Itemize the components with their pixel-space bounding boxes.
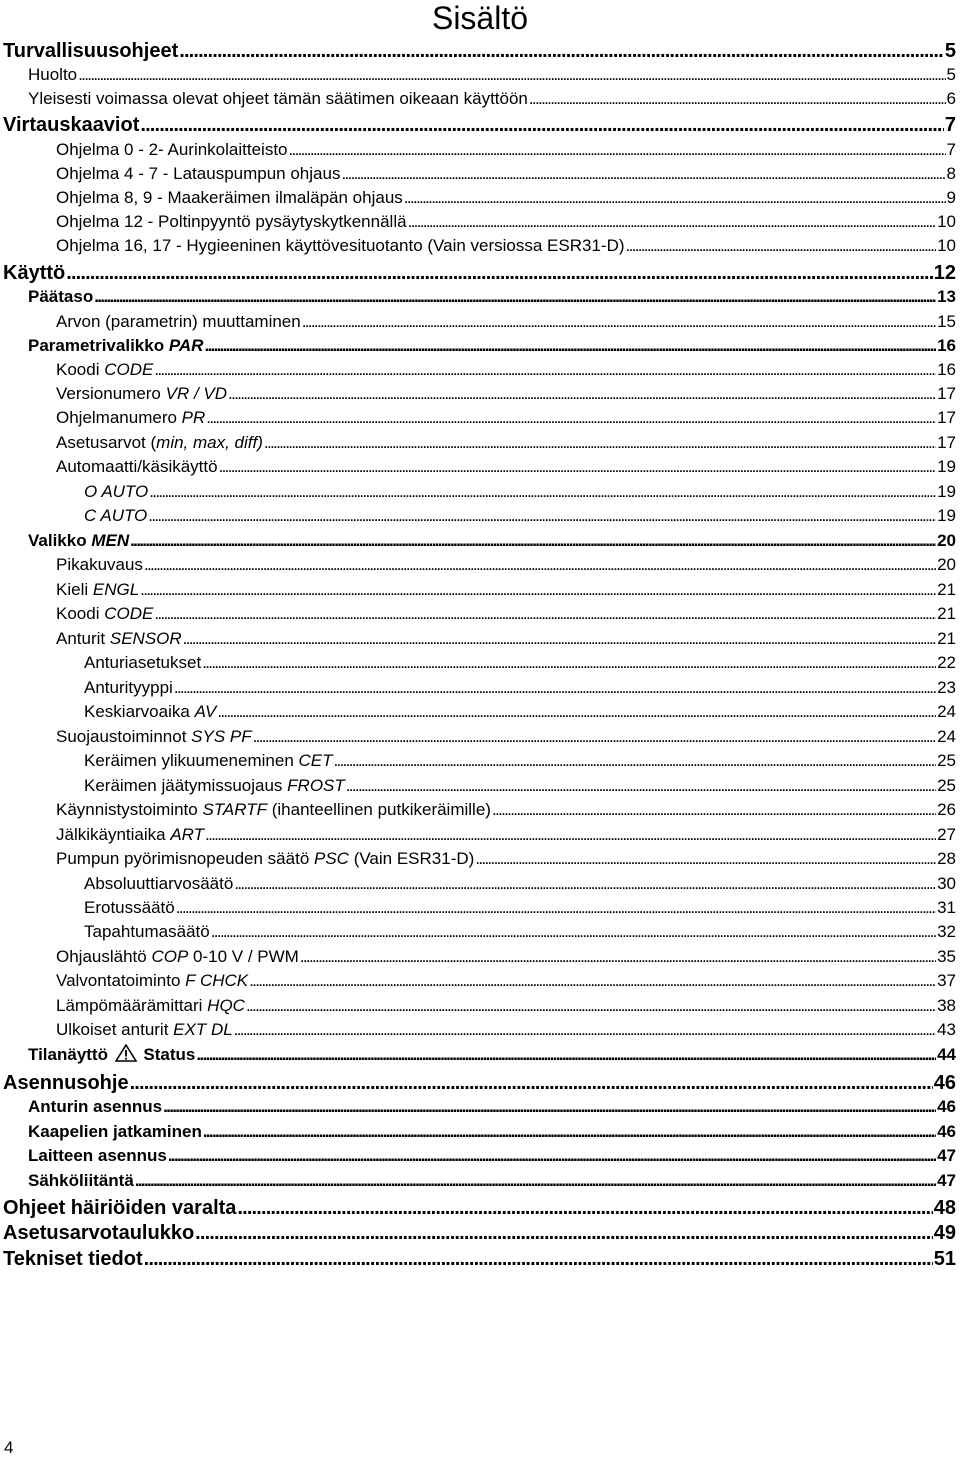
- toc-entry-text-part: 0-10 V / PWM: [188, 947, 299, 966]
- toc-entry-title: [56, 406, 205, 430]
- toc-entry-text-part: Ohjeet häiriöiden varalta: [3, 1197, 237, 1219]
- dot-leader: [149, 480, 936, 504]
- dot-leader: [206, 406, 936, 430]
- dot-leader: [334, 749, 937, 773]
- toc-page-number: 7: [946, 140, 956, 159]
- dot-leader: [492, 798, 936, 822]
- toc-entry[interactable]: [0, 920, 960, 944]
- toc-page-number: 6: [946, 89, 956, 108]
- toc-entry-text-part: Ohjelmanumero: [56, 408, 182, 427]
- toc-entry-text-part: Pikakuvaus: [56, 555, 143, 574]
- toc-page-number: 44: [937, 1045, 956, 1064]
- toc-entry-text-part: Koodi: [56, 360, 105, 379]
- toc-entry[interactable]: [0, 749, 960, 773]
- toc-page-number: 25: [937, 776, 956, 795]
- toc-entry-text-part: Yleisesti voimassa olevat ohjeet tämän säätimen oikeaan käyttöön: [28, 89, 528, 108]
- dot-leader: [130, 529, 936, 553]
- toc-entry-title: [28, 1169, 134, 1193]
- toc-entry[interactable]: [0, 1220, 960, 1246]
- dot-leader: [204, 334, 936, 358]
- toc-page-number: 17: [937, 408, 956, 427]
- toc-page-number: 19: [937, 457, 956, 476]
- dot-leader: [219, 455, 937, 479]
- toc-entry-title: [56, 382, 227, 406]
- toc-page-number: 10: [937, 212, 956, 231]
- dot-leader: [249, 969, 936, 993]
- toc-entry-text-part: Ohjelma 0 - 2- Aurinkolaitteisto: [56, 140, 288, 159]
- toc-entry-text-part: (Vain ESR31-D): [348, 849, 475, 868]
- toc-entry-title: [84, 749, 333, 773]
- toc-entry[interactable]: [0, 1144, 960, 1168]
- toc-page-number: 15: [937, 312, 956, 331]
- toc-entry-text-part: VR / VD: [165, 384, 228, 403]
- dot-leader: [203, 1120, 936, 1144]
- toc-entry-text-part: F CHCK: [185, 971, 249, 990]
- toc-entry-title: [3, 1195, 236, 1221]
- toc-entry[interactable]: [0, 112, 960, 138]
- toc-entry-text-part: Arvon (parametrin) muuttaminen: [56, 312, 301, 331]
- toc-entry[interactable]: [0, 1095, 960, 1119]
- toc-entry-title: [56, 945, 299, 969]
- toc-entry-title: [3, 1220, 194, 1246]
- toc-page-number: 37: [937, 971, 956, 990]
- dot-leader: [135, 1169, 936, 1193]
- toc-entry-text-part: Ohjelma 12 - Poltinpyyntö pysäytyskytkennällä: [56, 212, 407, 231]
- toc-entry-title: [56, 847, 474, 871]
- toc-page-number: 48: [933, 1197, 956, 1219]
- dot-leader: [144, 553, 936, 577]
- toc-page-number: 24: [937, 702, 956, 721]
- toc-entry-text-part: FROST: [287, 776, 345, 795]
- toc-entry-text-part: Turvallisuusohjeet: [3, 40, 179, 62]
- dot-leader: [196, 1043, 936, 1067]
- toc-entry-text-part: Valvontatoiminto: [56, 971, 186, 990]
- toc-entry[interactable]: [0, 994, 960, 1018]
- toc-entry-text-part: PSC: [314, 849, 349, 868]
- toc-page-number: 21: [937, 629, 956, 648]
- toc-page-number: 8: [946, 164, 956, 183]
- toc-page-number: 17: [937, 433, 956, 452]
- toc-entry-title: [28, 1043, 195, 1067]
- toc-page-number: 5: [944, 40, 956, 62]
- toc-entry-title: [56, 627, 182, 651]
- toc-entry-title: [28, 285, 93, 309]
- toc-entry-title: [56, 234, 625, 258]
- toc-entry-title: [3, 38, 178, 64]
- dot-leader: [66, 260, 933, 286]
- toc-entry-text-part: Huolto: [28, 65, 78, 84]
- toc-page-number: 27: [937, 825, 956, 844]
- toc-entry[interactable]: [0, 310, 960, 334]
- toc-entry-text-part: Anturiasetukset: [84, 653, 202, 672]
- toc-entry[interactable]: [0, 651, 960, 675]
- toc-page-number: 51: [933, 1248, 956, 1270]
- toc-entry-title: [56, 553, 143, 577]
- toc-entry[interactable]: [0, 798, 960, 822]
- toc-page-number: 31: [937, 898, 956, 917]
- toc-entry-text-part: Sähköliitäntä: [28, 1171, 134, 1190]
- toc-entry-title: [56, 210, 407, 234]
- toc-page-number: 47: [937, 1171, 956, 1190]
- toc-entry[interactable]: [0, 162, 960, 186]
- toc-page-number: 10: [937, 236, 956, 255]
- dot-leader: [174, 676, 936, 700]
- toc-entry[interactable]: [0, 87, 960, 111]
- toc-entry-title: [3, 260, 65, 286]
- toc-entry-text-part: ENGL: [92, 580, 140, 599]
- toc-entry[interactable]: [0, 1195, 960, 1221]
- toc-entry-text-part: O AUTO: [84, 482, 149, 501]
- page-number: 4: [4, 1438, 14, 1457]
- toc-page-number: 12: [933, 262, 956, 284]
- toc-entry[interactable]: [0, 334, 960, 358]
- toc-entry-title: [28, 1120, 202, 1144]
- toc-entry-text-part: AV: [194, 702, 217, 721]
- dot-leader: [234, 872, 936, 896]
- toc-page-number: 7: [944, 114, 956, 136]
- dot-leader: [140, 112, 944, 138]
- dot-leader: [176, 896, 936, 920]
- toc-entry[interactable]: [0, 602, 960, 626]
- toc-entry-title: [28, 334, 203, 358]
- toc-entry[interactable]: [0, 234, 960, 258]
- toc-entry-title: [84, 504, 147, 528]
- toc-entry-text-part: Tekniset tiedot: [3, 1248, 143, 1270]
- dot-leader: [300, 945, 936, 969]
- toc-entry[interactable]: [0, 676, 960, 700]
- toc-page-number: 9: [946, 188, 956, 207]
- toc-entry-title: [84, 920, 210, 944]
- toc-entry[interactable]: [0, 823, 960, 847]
- toc-entry-title: [3, 1070, 129, 1096]
- toc-entry-text-part: Pumpun pyörimisnopeuden säätö: [56, 849, 314, 868]
- toc-entry[interactable]: [0, 138, 960, 162]
- toc-entry[interactable]: [0, 945, 960, 969]
- toc-entry[interactable]: [0, 186, 960, 210]
- toc-page-number: 46: [933, 1072, 956, 1094]
- toc-entry-title: [56, 578, 139, 602]
- toc-page-number: 5: [946, 65, 956, 84]
- dot-leader: [140, 578, 936, 602]
- toc-entry-title: [84, 774, 345, 798]
- toc-page-number: 16: [937, 360, 956, 379]
- toc-entry-text-part: Ohjelma 4 - 7 - Latauspumpun ohjaus: [56, 164, 341, 183]
- dot-leader: [475, 847, 936, 871]
- toc-entry[interactable]: [0, 700, 960, 724]
- dot-leader: [228, 382, 936, 406]
- toc-entry-title: [84, 676, 173, 700]
- toc-entry-text-part: Virtauskaaviot: [3, 114, 140, 136]
- toc-entry-text-part: Keräimen ylikuumeneminen: [84, 751, 299, 770]
- toc-entry-text-part: Ohjelma 16, 17 - Hygieeninen käyttövesituotanto (Vain versiossa ESR31-D): [56, 236, 625, 255]
- toc-entry-title: [56, 358, 153, 382]
- dot-leader: [341, 162, 945, 186]
- dot-leader: [626, 234, 937, 258]
- toc-entry-title: [84, 872, 233, 896]
- toc-entry-text-part: C AUTO: [84, 506, 148, 525]
- toc-entry-title: [28, 87, 528, 111]
- toc-entry-text-part: Anturin asennus: [28, 1097, 163, 1116]
- toc-page-number: 20: [937, 531, 956, 550]
- toc-entry-text-part: Parametrivalikko: [28, 336, 169, 355]
- dot-leader: [234, 1018, 936, 1042]
- dot-leader: [94, 285, 936, 309]
- toc-entry-text-part: Asetusarvot (: [56, 433, 157, 452]
- toc-entry[interactable]: [0, 431, 960, 455]
- dot-leader: [404, 186, 946, 210]
- toc-entry-title: [56, 186, 403, 210]
- toc-entry-text-part: PAR: [168, 336, 204, 355]
- toc-page-number: 13: [937, 287, 956, 306]
- dot-leader: [130, 1070, 933, 1096]
- toc-page-number: 24: [937, 727, 956, 746]
- toc-entry-title: [56, 969, 248, 993]
- toc-entry-text-part: (ihanteellinen putkikeräimille): [267, 800, 491, 819]
- dot-leader: [154, 602, 936, 626]
- toc-entry-text-part: Ulkoiset anturit: [56, 1020, 174, 1039]
- toc-entry[interactable]: [0, 896, 960, 920]
- toc-page-number: 49: [933, 1222, 956, 1244]
- toc-page-number: 20: [937, 555, 956, 574]
- toc-entry-title: [56, 310, 301, 334]
- dot-leader: [264, 431, 936, 455]
- toc-entry[interactable]: [0, 529, 960, 553]
- toc-entry[interactable]: [0, 1246, 960, 1272]
- dot-leader: [202, 651, 936, 675]
- toc-entry[interactable]: [0, 504, 960, 528]
- toc-entry-title: [56, 138, 288, 162]
- dot-leader: [154, 358, 936, 382]
- toc-entry[interactable]: [0, 260, 960, 286]
- toc-entry[interactable]: [0, 969, 960, 993]
- toc-page-number: 38: [937, 996, 956, 1015]
- toc-entry[interactable]: [0, 480, 960, 504]
- toc-page-number: 17: [937, 384, 956, 403]
- toc-entry-text-part: Asennusohje: [3, 1072, 129, 1094]
- toc-entry[interactable]: [0, 63, 960, 87]
- toc-entry-title: [56, 602, 153, 626]
- toc-entry[interactable]: [0, 774, 960, 798]
- toc-entry[interactable]: [0, 872, 960, 896]
- toc-entry-title: [28, 1144, 167, 1168]
- toc-entry-text-part: Käyttö: [3, 262, 66, 284]
- toc-entry-title: [3, 1246, 143, 1272]
- toc-entry-text-part: Kaapelien jatkaminen: [28, 1122, 202, 1141]
- toc-page-number: 22: [937, 653, 956, 672]
- toc-page-number: 25: [937, 751, 956, 770]
- toc-page-number: 46: [937, 1097, 956, 1116]
- toc-entry-text-part: Status: [138, 1045, 196, 1064]
- toc-entry-title: [28, 63, 77, 87]
- toc-entry[interactable]: [0, 1120, 960, 1144]
- toc-page-number: 46: [937, 1122, 956, 1141]
- toc-page-number: 26: [937, 800, 956, 819]
- toc-entry-text-part: Anturit: [56, 629, 110, 648]
- toc-entry-text-part: SYS PF: [191, 727, 252, 746]
- toc-entry-title: [56, 455, 218, 479]
- warning-triangle-icon: [115, 1044, 137, 1062]
- dot-leader: [78, 63, 945, 87]
- toc-entry-text-part: Jälkikäyntiaika: [56, 825, 171, 844]
- toc-entry-title: [84, 480, 148, 504]
- toc-entry-text-part: Ohjauslähtö: [56, 947, 152, 966]
- toc-entry-title: [56, 431, 263, 455]
- toc-entry-title: [3, 112, 139, 138]
- toc-entry-text-part: PR: [181, 408, 206, 427]
- toc-entry-text-part: CET: [298, 751, 333, 770]
- toc-entry-text-part: ART: [170, 825, 205, 844]
- page-title: Sisältö: [431, 0, 529, 36]
- toc-entry[interactable]: [0, 285, 960, 309]
- toc-page-number: 19: [937, 482, 956, 501]
- toc-entry-title: [28, 1095, 162, 1119]
- toc-entry-title: [56, 994, 245, 1018]
- dot-leader: [205, 823, 936, 847]
- toc-entry[interactable]: [0, 725, 960, 749]
- toc-entry-text-part: Suojaustoiminnot: [56, 727, 192, 746]
- toc-page-number: 43: [937, 1020, 956, 1039]
- dot-leader: [144, 1246, 933, 1272]
- toc-entry-title: [56, 1018, 233, 1042]
- toc-entry-title: [84, 700, 216, 724]
- toc-entry-text-part: CODE: [104, 604, 154, 623]
- toc-page-number: 30: [937, 874, 956, 893]
- dot-leader: [179, 38, 944, 64]
- toc-entry[interactable]: [0, 627, 960, 651]
- toc-entry-text-part: Laitteen asennus: [28, 1146, 167, 1165]
- toc-entry[interactable]: [0, 553, 960, 577]
- toc-page-number: 47: [937, 1146, 956, 1165]
- toc-entry-title: [84, 896, 175, 920]
- toc-entry[interactable]: [0, 455, 960, 479]
- dot-leader: [168, 1144, 936, 1168]
- toc-entry-text-part: Päätaso: [28, 287, 94, 306]
- toc-page-number: 32: [937, 922, 956, 941]
- toc-entry-text-part: min, max, diff): [156, 433, 263, 452]
- toc-entry-title: [56, 162, 340, 186]
- dot-leader: [217, 700, 936, 724]
- toc-entry-text-part: Valikko: [28, 531, 92, 550]
- toc-entry-text-part: Asetusarvotaulukko: [3, 1222, 195, 1244]
- toc-entry[interactable]: [0, 847, 960, 871]
- toc-entry[interactable]: [0, 210, 960, 234]
- toc-entry-text-part: Keräimen jäätymissuojaus: [84, 776, 288, 795]
- toc-entry-text-part: Keskiarvoaika: [84, 702, 195, 721]
- dot-leader: [211, 920, 936, 944]
- toc-page-number: 19: [937, 506, 956, 525]
- toc-entry-title: [56, 725, 252, 749]
- toc-entry-text-part: HQC: [207, 996, 245, 1015]
- toc-entry[interactable]: [0, 1169, 960, 1193]
- toc-entry-title: [28, 529, 129, 553]
- dot-leader: [195, 1220, 933, 1246]
- toc-entry-text-part: Erotussäätö: [84, 898, 175, 917]
- toc-entry-text-part: Automaatti/käsikäyttö: [56, 457, 218, 476]
- toc-entry-text-part: CODE: [104, 360, 154, 379]
- toc-page-number: 16: [937, 336, 956, 355]
- toc-entry[interactable]: [0, 358, 960, 382]
- toc-entry-text-part: STARTF: [202, 800, 267, 819]
- toc-entry[interactable]: [0, 38, 960, 64]
- toc-entry[interactable]: [0, 1070, 960, 1096]
- dot-leader: [529, 87, 946, 111]
- toc-entry[interactable]: [0, 1043, 960, 1067]
- toc-entry-text-part: SENSOR: [109, 629, 182, 648]
- toc-entry-text-part: Koodi: [56, 604, 105, 623]
- toc-entry-text-part: Ohjelma 8, 9 - Maakeräimen ilmaläpän ohjaus: [56, 188, 403, 207]
- dot-leader: [183, 627, 936, 651]
- dot-leader: [148, 504, 936, 528]
- toc-entry-text-part: Kieli: [56, 580, 93, 599]
- toc-entry-text-part: Käynnistystoiminto: [56, 800, 203, 819]
- dot-leader: [289, 138, 946, 162]
- toc-entry[interactable]: [0, 382, 960, 406]
- dot-leader: [237, 1195, 932, 1221]
- toc-entry-title: [56, 823, 204, 847]
- toc-entry[interactable]: [0, 406, 960, 430]
- toc-entry-text-part: Tilanäyttö: [28, 1045, 113, 1064]
- toc-entry-text-part: Tapahtumasäätö: [84, 922, 210, 941]
- toc-entry-title: [84, 651, 201, 675]
- toc-entry-text-part: Lämpömäärämittari: [56, 996, 208, 1015]
- toc-entry-text-part: Absoluuttiarvosäätö: [84, 874, 234, 893]
- dot-leader: [408, 210, 937, 234]
- toc-entry-text-part: Versionumero: [56, 384, 166, 403]
- toc-entry-title: [56, 798, 491, 822]
- toc-entry-text-part: MEN: [91, 531, 130, 550]
- dot-leader: [246, 994, 936, 1018]
- toc-page-number: 35: [937, 947, 956, 966]
- dot-leader: [346, 774, 936, 798]
- toc-entry[interactable]: [0, 578, 960, 602]
- toc-page-number: 21: [937, 604, 956, 623]
- toc-entry-text-part: EXT DL: [173, 1020, 233, 1039]
- dot-leader: [163, 1095, 936, 1119]
- toc-page-number: 28: [937, 849, 956, 868]
- dot-leader: [253, 725, 936, 749]
- toc-entry-text-part: Anturityyppi: [84, 678, 173, 697]
- dot-leader: [302, 310, 936, 334]
- toc-entry-text-part: COP: [151, 947, 189, 966]
- toc-entry[interactable]: [0, 1018, 960, 1042]
- toc-page-number: 23: [937, 678, 956, 697]
- toc-page-number: 21: [937, 580, 956, 599]
